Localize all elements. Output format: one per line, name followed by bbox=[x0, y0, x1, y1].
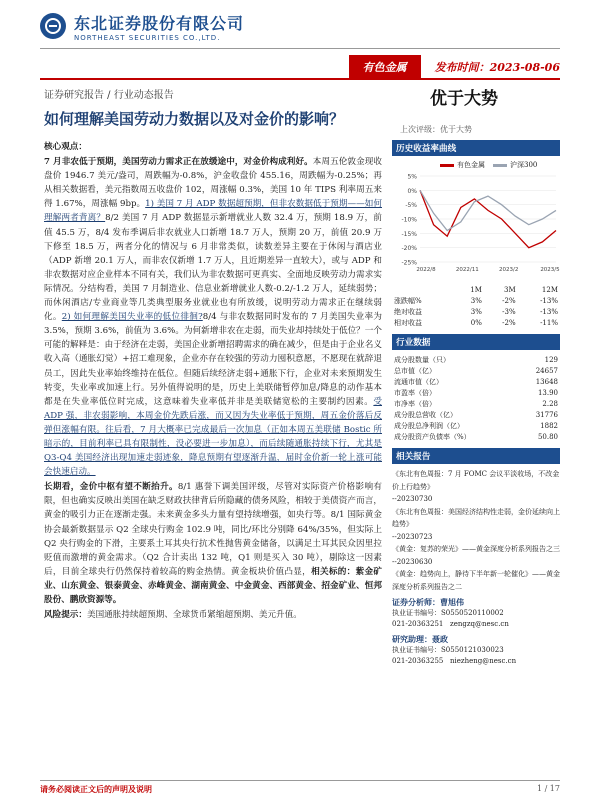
industry-label: 市净率（倍） bbox=[394, 399, 436, 408]
industry-value: 24657 bbox=[535, 366, 558, 375]
perf-row-label: 相对收益 bbox=[394, 318, 422, 327]
related-reports bbox=[392, 468, 560, 593]
industry-label: 成分股资产负债率（%） bbox=[394, 432, 471, 441]
breadcrumb: 证券研究报告 / 行业动态报告 bbox=[44, 90, 174, 101]
para2-lead: 长期看，金价中枢有望不断抬升。 bbox=[44, 482, 178, 493]
perf-col-head: 3M bbox=[504, 285, 516, 294]
rating: 优于大势 bbox=[430, 89, 498, 109]
para1-text: 本周五伦敦金现收盘价 1946.7 美元/盎司，周跌幅为-0.8%，沪金收盘价 455.16，周跌幅为-0.25%；再从相关数据看，美元指数周五收盘价 102，周涨幅 0.3%，美国 10 年 TIPS 利率周五来得 1.67%，周涨幅 9bp。 bbox=[44, 157, 382, 210]
related-stocks-label: 相关标的： bbox=[311, 566, 356, 577]
report-title: 如何理解美国劳动力数据以及对金价的影响？ bbox=[44, 110, 345, 128]
perf-cell: 3% bbox=[470, 296, 482, 305]
analyst-email[interactable]: niezheng@nesc.cn bbox=[450, 657, 517, 665]
table-row bbox=[392, 431, 560, 442]
legend-label-2: 沪深300 bbox=[510, 161, 538, 169]
industry-section-head: 行业数据 bbox=[392, 334, 560, 350]
industry-label: 成分股总净利润（亿） bbox=[394, 421, 464, 430]
y-tick-label: -15% bbox=[401, 230, 417, 238]
table-row bbox=[392, 376, 560, 387]
analyst-phone: 021-20363255 bbox=[392, 657, 444, 665]
perf-col-head: 12M bbox=[541, 285, 558, 294]
industry-label: 成分股数量（只） bbox=[394, 355, 450, 364]
footer-divider bbox=[40, 780, 560, 781]
x-tick-label: 2022/8 bbox=[416, 267, 436, 273]
para1-unemployment: 8/4 与非农数据同时发布的 7 月美国失业率为 3.5%，预期 3.6%，前值为 3.6%。为何新增非农在走弱，而失业却持续处于低位？一个可能的解释是：由于经济在走弱，美国企业新增招聘需求的确在减少，但是由于企业名义收入高（通胀幻觉）+招工难现象，企业亦存在较强的劳动力囤积意愿，不愿现在就辞退员工，因此失业率始终维持在低位。但随后续经济走弱+通胀下行，企业对未来预期发生转变，失业率或加速上行。另外值得说明的是，历史上美联储暂停加息/降息的动作基本都是在失业率低位时完成，这意味着失业率低并非是美联储宽松的主要制约因素。 bbox=[44, 312, 382, 407]
analyst-contact bbox=[392, 619, 560, 630]
page-number: 1 / 17 bbox=[536, 784, 560, 793]
legend-swatch-2 bbox=[493, 164, 507, 167]
company-logo-icon bbox=[40, 13, 66, 39]
para1-detail: 8/2 美国 7 月 ADP 数据显示新增就业人数 32.4 万，预期 18.9 万，前值 45.5 万，8/4 发布季调后非农就业人口新增 18.7 万人，预期 20 万，前值 20.9 万下修至 18.5 万，两者分化的情况与 6 月非常类似，读数差异主要在于休闲与酒店业（ADP 新增 20.1 万人，而非农仅新增 1.7 万人，且近期差异一直较大），或与 ADP 和非农数据对应企业样本不同有关，我们认为非农数据可更真实、全面地反映劳动力需求实际情况。分结构看，美国 7 月制造业、信息业新增就业人数-0.2/-1.2 万人，延续弱势；而休闲酒店/专业商业等几类典型服务业就业也有所放缓，说明劳动力需求正在继续弱化。 bbox=[44, 213, 382, 323]
x-tick-label: 2023/2 bbox=[498, 267, 519, 273]
perf-cell: -2% bbox=[502, 318, 516, 327]
para1-underlined: 1) 美国 7 月 ADP 数据超预期，但非农数据低于预期——如何理解两者背离？ bbox=[44, 199, 382, 224]
risk-label: 风险提示： bbox=[44, 610, 87, 621]
industry-value: 13648 bbox=[535, 377, 558, 386]
perf-cell: 0% bbox=[470, 318, 482, 327]
y-tick-label: -25% bbox=[401, 259, 417, 267]
y-tick-label: 0% bbox=[407, 187, 417, 195]
perf-section-head: 历史收益率曲线 bbox=[392, 140, 560, 156]
page-footer bbox=[40, 784, 560, 795]
banner-divider bbox=[40, 78, 560, 80]
analyst-contact bbox=[392, 656, 560, 667]
report-link[interactable]: 《东北有色周报：美国经济结构性走弱，金价延续向上趋势》 bbox=[392, 507, 560, 528]
x-tick-label: 2023/5 bbox=[540, 267, 560, 273]
y-tick-label: -5% bbox=[405, 202, 417, 210]
legend-label-1: 有色金属 bbox=[457, 161, 485, 169]
x-tick-label: 2022/11 bbox=[455, 267, 479, 273]
analyst-phone: 021-20363251 bbox=[392, 620, 444, 628]
perf-row-label: 涨跌幅% bbox=[394, 296, 422, 305]
para2-text: 8/1 惠誉下调美国评级，尽管对实际资产价格影响有限，但也确实反映出美国在缺乏财政扶律背后所隐藏的债务风险，相较于美债资产而言，黄金的吸引力正在逐渐走强。未来黄金多头力量有望持续增强，如央行等。8/1 国际黄金协会最新数据显示 Q2 全球央行购金 102.9 吨，同比/环比分别降 64%/35%，但实际上 Q2 央行购金的下滑，主要系土耳其央行抗术性抛售黄金储备，以满足土耳其民众因里拉贬值而激增的黄金需求。（Q2 合计卖出 132 吨，Q1 则是买入 30 吨），剔除这一因素后，目前全球央行仍然保持着较高的购金热情。黄金板块价值凸显， bbox=[44, 482, 382, 577]
sector-label: 有色金属 bbox=[349, 55, 421, 79]
previous-rating: 上次评级：优于大势 bbox=[400, 125, 472, 134]
perf-table bbox=[392, 284, 560, 328]
analyst-1 bbox=[392, 597, 560, 630]
table-row bbox=[392, 420, 560, 431]
risk-text: 美国通胀持续超预期、全球货币紧缩超预期、美元升值。 bbox=[86, 610, 302, 621]
table-row bbox=[392, 365, 560, 376]
report-link[interactable]: 《黄金：复苏的荣光》——黄金深度分析系列报告之三 bbox=[392, 545, 560, 553]
table-row bbox=[392, 306, 560, 317]
core-label: 核心观点： bbox=[44, 142, 87, 152]
table-row bbox=[392, 387, 560, 398]
industry-value: 13.90 bbox=[537, 388, 558, 397]
analyst-cert: 执业证书编号：S0550520110002 bbox=[392, 609, 504, 617]
table-row bbox=[392, 409, 560, 420]
y-tick-label: -10% bbox=[401, 216, 417, 224]
y-tick-label: 5% bbox=[407, 173, 417, 181]
related-section-head: 相关报告 bbox=[392, 448, 560, 464]
analyst-cert: 执业证书编号：S0550121030023 bbox=[392, 646, 504, 654]
legend-swatch-1 bbox=[440, 164, 454, 167]
table-row bbox=[392, 295, 560, 306]
analyst-name: 证券分析师：曹旭伟 bbox=[392, 597, 464, 607]
header-divider bbox=[40, 48, 560, 49]
chart-legend bbox=[432, 160, 560, 170]
para1-lead: 7 月非农低于预期，美国劳动力需求正在放缓途中，对金价构成利好。 bbox=[44, 157, 313, 168]
perf-cell: -13% bbox=[540, 296, 558, 305]
report-date: --20230730 bbox=[392, 495, 433, 503]
perf-row-label: 绝对收益 bbox=[394, 307, 422, 316]
para1-question: 2) 如何理解美国失业率的低位徘徊? bbox=[61, 312, 203, 323]
performance-chart bbox=[392, 170, 560, 280]
perf-cell: -3% bbox=[502, 307, 516, 316]
footer-disclaimer[interactable]: 请务必阅读正文后的声明及说明 bbox=[40, 784, 152, 794]
sector-banner bbox=[40, 56, 560, 78]
industry-label: 总市值（亿） bbox=[394, 366, 436, 375]
report-link[interactable]: 《黄金：趋势向上，静待下半年新一轮催化》——黄金深度分析系列报告之二 bbox=[392, 570, 560, 591]
industry-value: 50.80 bbox=[537, 432, 558, 441]
main-body bbox=[44, 140, 382, 623]
company-name: 东北证券股份有限公司 bbox=[74, 13, 245, 33]
related-stocks: 紫金矿业、山东黄金、银泰黄金、赤峰黄金、湖南黄金、中金黄金、西部黄金、招金矿业、恒邦股份、鹏欣资源等。 bbox=[44, 566, 382, 605]
industry-table bbox=[392, 354, 560, 442]
table-row bbox=[392, 354, 560, 365]
industry-label: 市盈率（倍） bbox=[394, 388, 436, 397]
perf-col-head: 1M bbox=[470, 285, 482, 294]
industry-label: 流通市值（亿） bbox=[394, 377, 443, 386]
y-tick-label: -20% bbox=[401, 245, 417, 253]
publish-date: 发布时间：2023-08-06 bbox=[434, 61, 560, 74]
industry-value: 129 bbox=[544, 355, 558, 364]
industry-label: 成分股总营收（亿） bbox=[394, 410, 457, 419]
table-row bbox=[392, 317, 560, 328]
report-date: --20230723 bbox=[392, 532, 433, 541]
perf-cell: -11% bbox=[540, 318, 558, 327]
analyst-name: 研究助理：聂政 bbox=[392, 634, 448, 644]
para1-outlook: 受 ADP 强，非农弱影响，本周金价先跌后涨，而又因为失业率低于预期，周五金价落后反弹但涨幅有限。往后看，7 月大概率已完成最后一次加息（正如本周五美联储 Bostic 所暗示的，目前利率已具有限制性，没必要进一步加息），而后续随通胀持续下行，尤其是 Q3-Q4 美国经济出现加速走弱迹象，降息预期有望逐渐升温，届时金价新一轮上涨可能会快速启动。 bbox=[44, 396, 382, 478]
company-name-en: NORTHEAST SECURITIES CO.,LTD. bbox=[74, 33, 221, 42]
report-link[interactable]: 《东北有色周报：7 月 FOMC 会议平淡收场，不改金价上行趋势》 bbox=[392, 470, 560, 491]
perf-cell: -13% bbox=[540, 307, 558, 316]
report-date: --20230630 bbox=[392, 557, 433, 566]
perf-cell: 3% bbox=[470, 307, 482, 316]
analyst-email[interactable]: zengzq@nesc.cn bbox=[450, 620, 509, 628]
sidebar bbox=[392, 140, 560, 667]
analyst-2 bbox=[392, 634, 560, 667]
perf-cell: -2% bbox=[502, 296, 516, 305]
report-header bbox=[40, 6, 560, 46]
industry-value: 31776 bbox=[535, 410, 558, 419]
industry-value: 2.28 bbox=[542, 399, 558, 408]
table-row bbox=[392, 398, 560, 409]
industry-value: 1882 bbox=[540, 421, 558, 430]
